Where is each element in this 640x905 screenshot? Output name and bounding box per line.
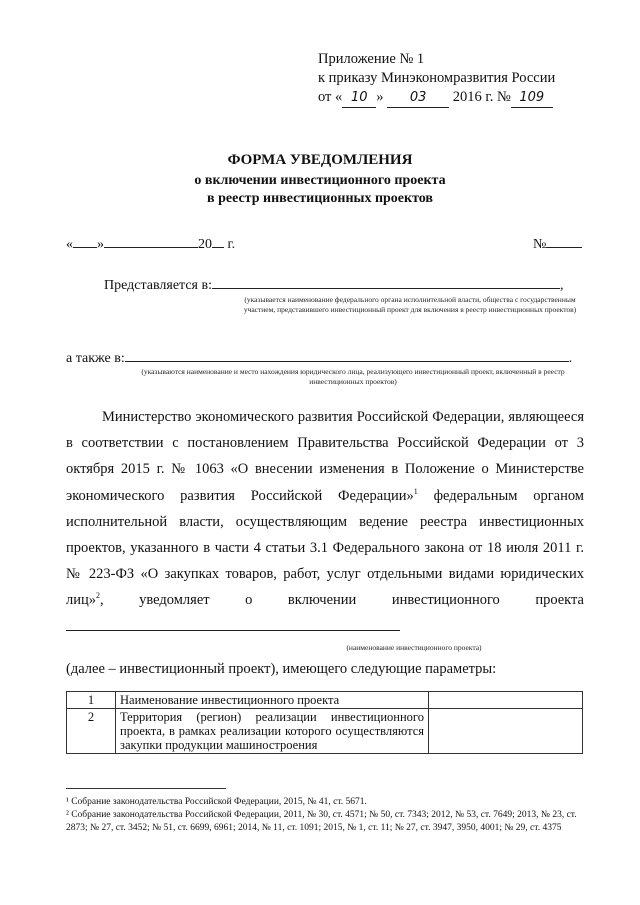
appendix-date-line	[318, 88, 618, 108]
form-subtitle-1: о включении инвестиционного проекта	[194, 173, 446, 188]
form-subtitle-2: в реестр инвестиционных проектов	[207, 191, 433, 206]
handwritten-number: 109	[511, 88, 553, 108]
project-name-blank	[66, 617, 400, 631]
appendix-number-label: №	[496, 89, 511, 105]
year-suffix: г.	[227, 237, 236, 252]
project-hint: (наименование инвестиционного проекта)	[346, 643, 482, 652]
quote-open: «	[66, 237, 73, 252]
number-label: №	[533, 237, 547, 252]
form-title: ФОРМА УВЕДОМЛЕНИЯ	[227, 152, 413, 168]
footnote-1: ¹ Собрание законодательства Российской Федерации, 2015, № 41, ст. 5671.	[66, 797, 367, 807]
footnote-divider	[66, 788, 226, 789]
presented-label: Представляется в:	[104, 278, 212, 293]
also-end: .	[568, 351, 573, 366]
appendix-title: Приложение № 1	[318, 51, 425, 67]
also-label: а также в:	[66, 351, 125, 366]
day-blank	[73, 235, 97, 248]
year-prefix: 20	[198, 237, 212, 252]
presented-line	[104, 276, 564, 294]
body-paragraph	[66, 404, 584, 640]
body-part-3: , уведомляет о включении инвестиционного проекта	[100, 592, 584, 609]
row-parameter-name: Территория (регион) реализации инвестиционного проекта, в рамках реализации которого осуществляются закупки продукции машиностроения	[116, 709, 429, 754]
number-blank	[546, 235, 582, 248]
also-blank	[125, 349, 569, 362]
date-mid: »	[376, 89, 384, 105]
year-blank	[212, 235, 224, 248]
footnote-mark-1: 1	[413, 486, 418, 496]
body-part-2: федеральным органом исполнительной власти, осуществляющим ведение реестра инвестиционных проектов, указанного в части 4 статьи 3.1 Федерального закона от 18 июля 2011 г. № 223-ФЗ «О закупках товаров, работ, услуг отдельными видами юридических лиц»	[66, 487, 584, 609]
row-parameter-value[interactable]	[429, 692, 583, 709]
also-hint: (указываются наименование и место нахождения юридического лица, реализующего инвестиционный проект, включенный в реестр инвестиционных проектов)	[141, 367, 565, 386]
parameters-table	[66, 691, 583, 754]
quote-close: »	[97, 237, 104, 252]
presented-end: ,	[560, 278, 564, 293]
handwritten-month: 03	[387, 88, 449, 108]
presented-blank	[212, 276, 560, 289]
presented-hint: (указывается наименование федерального органа исполнительной власти, общества с государственным участием, представившего инвестиционный проект для включения в реестр инвестиционных проектов)	[243, 295, 577, 314]
body-part-1: Министерство экономического развития Российской Федерации, являющееся в соответствии с постановлением Правительства Российской Федерации от 3 октября 2015 г. № 1063 «О внесении изменения в Положение о Министерстве экономического развития Российской Федерации»	[66, 409, 584, 504]
form-number	[533, 235, 582, 253]
footnote-2: ² Собрание законодательства Российской Федерации, 2011, № 30, ст. 4571; № 50, ст. 7343; 2012, № 53, ст. 7649; 2013, № 23, ст. 2873; № 27, ст. 3452; № 51, ст. 6699, 6961; 2014, № 11, ст. 1091; 2015, № 1, ст. 11; № 27, ст. 3947, 3950, 4001; № 29, ст. 4375	[66, 810, 577, 833]
also-line	[66, 349, 572, 367]
params-intro: (далее – инвестиционный проект), имеющего следующие параметры:	[66, 661, 497, 677]
row-number: 2	[67, 709, 116, 754]
appendix-year: 2016 г.	[452, 89, 494, 105]
row-number: 1	[67, 692, 116, 709]
notification-body	[66, 404, 584, 640]
month-blank	[104, 235, 198, 248]
table-row	[67, 692, 583, 709]
date-prefix: от «	[318, 89, 343, 105]
handwritten-day: 10	[342, 88, 376, 108]
appendix-block	[318, 50, 618, 108]
footnote-mark-2: 2	[96, 591, 101, 601]
row-parameter-value[interactable]	[429, 709, 583, 754]
row-parameter-name: Наименование инвестиционного проекта	[116, 692, 429, 709]
table-row	[67, 709, 583, 754]
appendix-order-ref: к приказу Минэкономразвития России	[318, 70, 556, 86]
form-date-line	[66, 235, 235, 253]
